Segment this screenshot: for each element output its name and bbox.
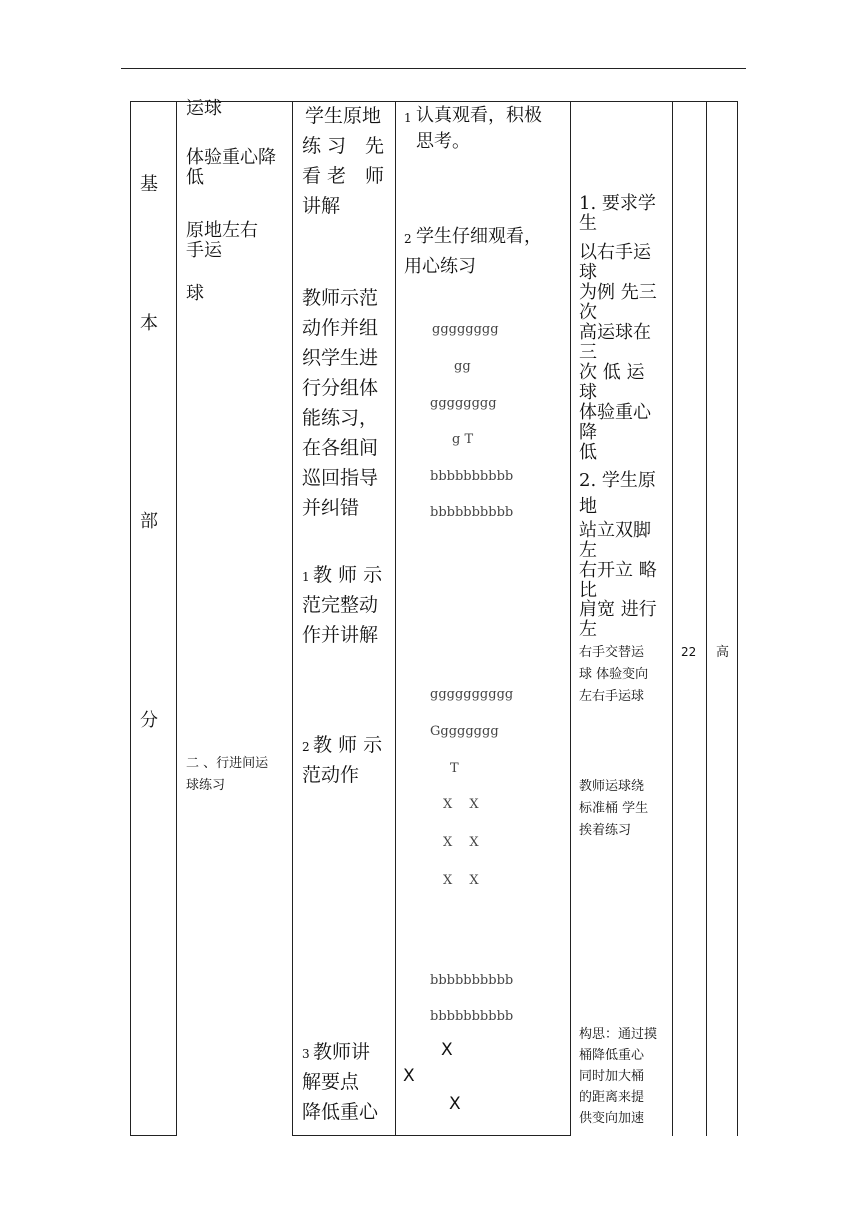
row-bottom-border (130, 1135, 177, 1136)
x-mark: X (441, 1040, 453, 1060)
content-item: 体验重心降 (186, 147, 276, 168)
requirement-line: 左 (579, 619, 597, 640)
teacher-demo-text: 教师示范 (302, 287, 379, 309)
teacher-text: 讲解 (302, 195, 341, 217)
formation-row: T (450, 761, 459, 776)
content-item: 原地左右 (186, 220, 258, 241)
content-item: 运球 (186, 98, 222, 119)
time-value: 22 (681, 645, 697, 659)
formation-row: gg (454, 359, 471, 374)
formation-row: bbbbbbbbbb (430, 1009, 514, 1024)
teacher-text: 学生原地 (305, 105, 382, 127)
step-number: 2 (404, 232, 412, 246)
intensity-value: 高 (716, 645, 730, 660)
formation-row: gggggggg (432, 322, 499, 337)
student-text: 思考。 (416, 131, 470, 152)
content-item: 球 (186, 283, 204, 304)
formation-row: X X (443, 873, 479, 888)
formation-row: gggggggggg (430, 687, 514, 702)
teacher-step-text: 降低重心 (302, 1101, 379, 1123)
teacher-demo-text: 织学生进 (302, 347, 379, 369)
formation-row: X X (443, 835, 479, 850)
content-item: 手运 (186, 240, 222, 261)
requirement-line: 体验重心 (579, 402, 651, 423)
requirement-line: 左 (579, 540, 597, 561)
teacher-step-text: 作并讲解 (302, 624, 379, 646)
column-divider (176, 101, 177, 1136)
teacher-note: 标准桶 学生 (579, 801, 649, 816)
teacher-step-text: 教师讲 (313, 1041, 371, 1063)
teacher-note: 挨着练习 (579, 823, 632, 838)
requirement-line: 次 低 运 (579, 362, 645, 383)
table-border-left (130, 101, 131, 1136)
requirement-line: 生 (579, 213, 597, 234)
requirement-line: 比 (579, 580, 597, 601)
student-text: 用心练习 (404, 256, 476, 277)
step-number: 1 (404, 111, 412, 125)
formation-row: bbbbbbbbbb (430, 469, 514, 484)
requirement-line: 低 (579, 442, 597, 463)
requirement-line: 2. 学生原 (579, 470, 656, 491)
teacher-text: 看 老 师 (302, 165, 385, 187)
requirement-line: 次 (579, 302, 597, 323)
header-rule (121, 68, 746, 69)
formation-row: gggggggg (430, 396, 497, 411)
teacher-demo-text: 能练习， (302, 407, 379, 429)
step-number: 1 (302, 570, 310, 584)
step-number: 3 (302, 1047, 310, 1061)
teacher-demo-text: 并纠错 (302, 497, 360, 519)
design-note: 的距离来提 (579, 1090, 645, 1105)
column-divider (672, 101, 673, 1136)
requirement-line: 站立双脚 (579, 520, 651, 541)
requirement-line: 球 (579, 262, 597, 283)
requirement-line: 高运球在 (579, 322, 651, 343)
teacher-text: 练 习 先 (302, 135, 385, 157)
teacher-note: 教师运球绕 (579, 779, 645, 794)
requirement-small: 球 体验变向 (579, 667, 649, 682)
requirement-line: 肩宽 进行 (579, 599, 657, 620)
formation-row: X X (443, 797, 479, 812)
section-label-char: 本 (140, 313, 158, 334)
x-mark: X (449, 1094, 461, 1114)
teacher-demo-text: 行分组体 (302, 377, 379, 399)
requirement-line: 为例 先三 (579, 282, 657, 303)
teacher-step-text: 教 师 示 (313, 734, 383, 756)
x-mark: X (403, 1066, 415, 1086)
section-label-char: 基 (140, 174, 158, 195)
requirement-line: 三 (579, 342, 597, 363)
requirement-line: 地 (579, 496, 597, 517)
teacher-step-text: 范完整动 (302, 594, 379, 616)
formation-row: bbbbbbbbbb (430, 505, 514, 520)
student-text: 认真观看，积极 (416, 105, 542, 126)
content-item-2: 球练习 (186, 778, 226, 793)
design-note: 桶降低重心 (579, 1048, 645, 1063)
teacher-step-text: 范动作 (302, 764, 360, 786)
requirement-line: 降 (579, 422, 597, 443)
teacher-demo-text: 动作并组 (302, 317, 379, 339)
requirement-line: 以右手运 (579, 242, 651, 263)
formation-row: g T (452, 432, 474, 447)
design-note: 构思：通过摸 (579, 1027, 658, 1042)
content-item: 低 (186, 167, 204, 188)
teacher-demo-text: 巡回指导 (302, 467, 379, 489)
requirement-line: 球 (579, 382, 597, 403)
design-note: 供变向加速 (579, 1111, 645, 1126)
section-label-char: 分 (140, 710, 158, 731)
table-border-right (737, 101, 738, 1136)
teacher-step-text: 教 师 示 (313, 564, 383, 586)
content-item-2: 二 、行进间运 (186, 756, 269, 771)
step-number: 2 (302, 740, 310, 754)
requirement-line: 右开立 略 (579, 560, 657, 581)
design-note: 同时加大桶 (579, 1069, 645, 1084)
requirement-line: 1. 要求学 (579, 193, 656, 214)
teacher-step-text: 解要点 (302, 1071, 360, 1093)
row-bottom-border (292, 1135, 570, 1136)
column-divider (570, 101, 571, 1136)
requirement-small: 左右手运球 (579, 689, 645, 704)
student-text: 学生仔细观看， (416, 226, 542, 247)
column-divider (292, 101, 293, 1136)
section-label-char: 部 (140, 511, 158, 532)
formation-row: bbbbbbbbbb (430, 973, 514, 988)
teacher-demo-text: 在各组间 (302, 437, 379, 459)
requirement-small: 右手交替运 (579, 645, 645, 660)
column-divider (706, 101, 707, 1136)
column-divider (395, 101, 396, 1136)
formation-row: Gggggggg (430, 724, 499, 739)
